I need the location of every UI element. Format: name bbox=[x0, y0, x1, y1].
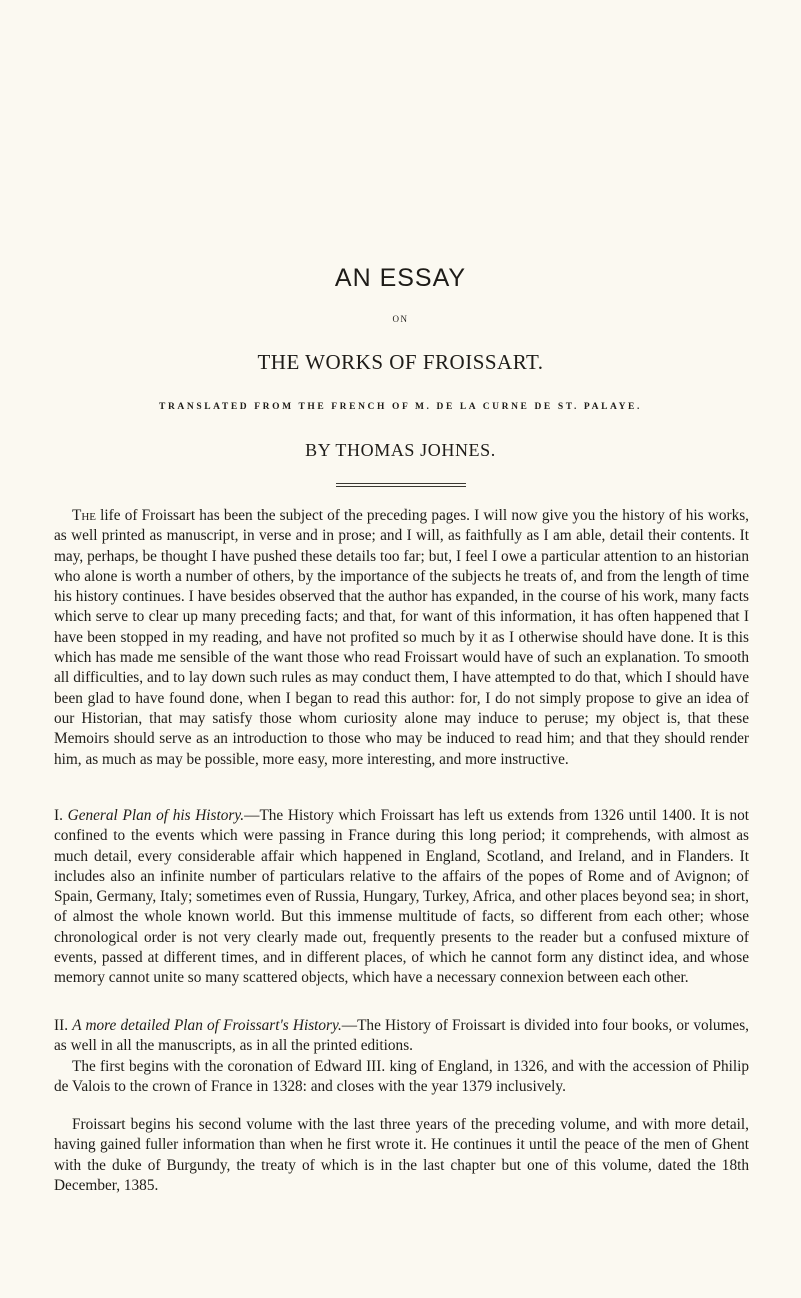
author-byline: BY THOMAS JOHNES. bbox=[305, 440, 496, 460]
section-2-text: —The History of Froissart is divided into four books, or volumes, as well in all the manuscripts, as in all the printed editions. bbox=[54, 1017, 749, 1055]
section-1-heading: General Plan of his History. bbox=[67, 807, 245, 824]
essay-title: AN ESSAY bbox=[334, 264, 467, 292]
section-2-number: II. bbox=[54, 1017, 73, 1034]
section-1-text: —The History which Froissart has left us extends from 1326 until 1400. It is not confined to the events which were passing in France during this long period; it comprehends, with almost as much detail, every considerable affair which happened in England, Scotland, and Ireland, and in Flanders. It includes also an infinite number of particulars relative to the affairs of the popes of Rome and of Avignon; of Spain, Germany, Italy; sometimes even of Russia, Hungary, Turkey, Africa, and other places beyond sea; in short, of almost the whole known world. But this immense multitude of facts, so different from each other; whose chronological order is not very clearly made out, frequently presents to the reader but a confused mixture of events, passed at different times, and in different places, of which he cannot form any distinct idea, and whose memory cannot unite so many scattered objects, which have a necessary connexion between each other. bbox=[54, 807, 750, 987]
works-title: THE WORKS OF FROISSART. bbox=[257, 350, 544, 374]
section-1-number: I. bbox=[54, 807, 68, 824]
on-label: ON bbox=[392, 314, 409, 324]
intro-paragraph-text: life of Froissart has been the subject of the preceding pages. I will now give you the history of his works, as well printed as manuscript, in verse and in prose; and I will, as faithfully as I am able, detail their contents. It may, perhaps, be thought I have pushed these details too far; but, I feel I owe a particular attention to an historian who alone is worth a number of others, by the importance of the subjects he treats of, and from the length of time his history continues. I have besides observed that the author has expanded, in the course of his work, many facts which serve to clear up many preceding facts; and that, for want of this information, it has often happened that I have been stopped in my reading, and have not profited so much by it as I otherwise should have done. It is this which has made me sensible of the want those who read Froissart would have of such an explanation. To smooth all difficulties, and to lay down such rules as may conduct them, I have attempted to do that, which I should have been glad to have found done, when I began to read this author: for, I do not simply propose to give an idea of our Historian, that may satisfy those whom curiosity alone may induce to peruse; my object is, that these Memoirs should serve as an introduction to those who may be induced to read him; and that they should render him, as much as may be possible, more easy, more interesting, and more instructive. bbox=[54, 507, 749, 768]
divider-rule-bottom bbox=[336, 486, 466, 487]
translated-line: TRANSLATED FROM THE FRENCH OF M. DE LA CURNE DE ST. PALAYE. bbox=[159, 402, 642, 412]
section-2-heading: A more detailed Plan of Froissart's History. bbox=[72, 1017, 342, 1034]
first-volume-paragraph: The first begins with the coronation of Edward III. king of England, in 1326, and with the accession of Philip de Valois to the crown of France in 1328: and closes with the year 1379 inclusively. bbox=[54, 1058, 749, 1096]
second-volume-paragraph: Froissart begins his second volume with the last three years of the preceding volume, and with more detail, having gained fuller information than when he first wrote it. He continues it until the peace of the men of Ghent with the duke of Burgundy, the treaty of which is in the last chapter but one of this volume, dated the 18th December, 1385. bbox=[54, 1116, 749, 1194]
divider-rule-top bbox=[336, 483, 466, 484]
section-1-paragraph bbox=[54, 806, 749, 989]
intro-opening-word: The bbox=[72, 507, 97, 524]
intro-paragraph bbox=[54, 506, 749, 770]
section-2-paragraph bbox=[54, 1016, 749, 1057]
